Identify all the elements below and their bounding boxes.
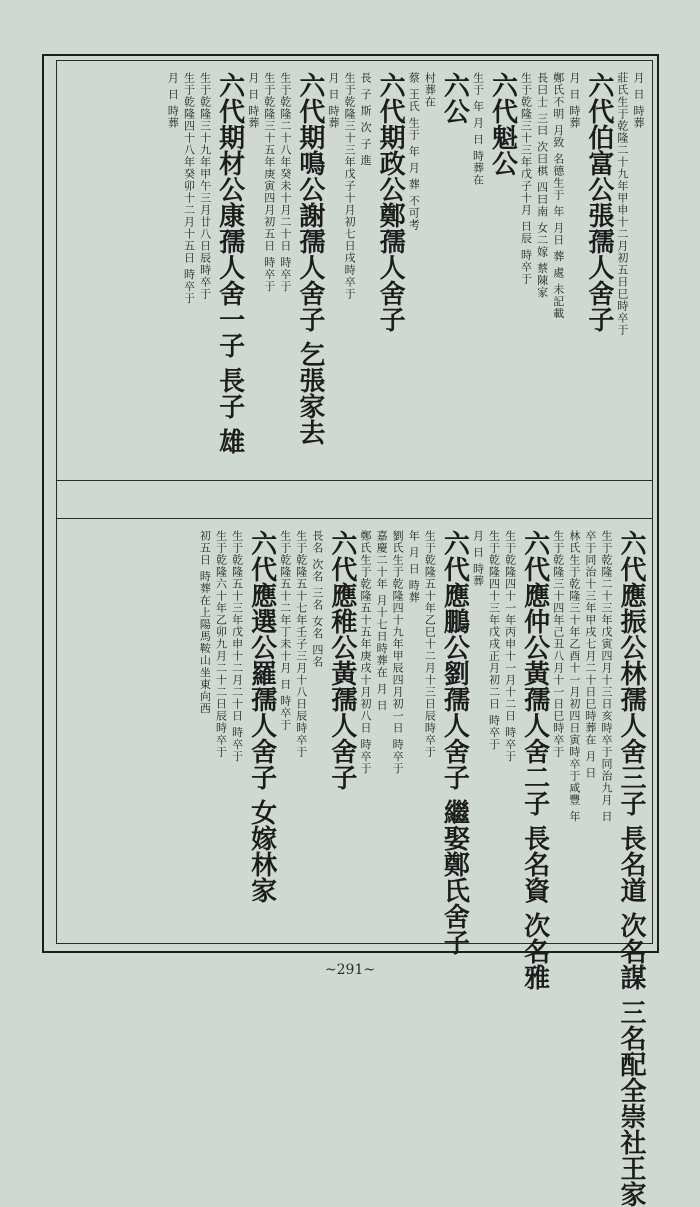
generation-heading: 六代期材公康孺人舍一子 長子 雄 bbox=[214, 72, 245, 455]
generation-heading: 六代魁公 bbox=[487, 72, 518, 176]
record-line: 劉氏生于乾隆四十九年甲辰四月初一日 時卒于 bbox=[391, 530, 405, 775]
record-line: 生于乾隆五十年乙巳十二月十三日辰時卒于 bbox=[423, 530, 437, 758]
record-line: 生于乾隆五十七年壬子三月十八日辰時卒于 bbox=[294, 530, 308, 758]
section-divider-top bbox=[56, 480, 653, 481]
record-line: 生于乾隆三十五年庚寅四月初五日 時卒于 bbox=[262, 72, 276, 293]
record-line: 月 日 時葬 bbox=[567, 72, 581, 129]
record-line: 生于乾隆五十二年丁未十月 日 時卒于 bbox=[278, 530, 292, 731]
record-line: 生于乾隆二十三年戊寅四月十三日亥時卒于同治九月 日 bbox=[600, 530, 613, 823]
record-line: 長名 次名 三名 女名 四名 bbox=[310, 530, 324, 668]
record-line: 生于乾隆四十三年戊戌正月初二日 時卒于 bbox=[487, 530, 501, 751]
record-line: 年 月 日 時葬 bbox=[407, 530, 421, 604]
generation-heading: 六代應選公羅孺人舍子 女嫁林家 bbox=[246, 530, 277, 904]
record-line: 鄭氏不明 月致 名德生于 年 月日 葬 處 未記載 bbox=[551, 72, 565, 320]
record-line: 月 日 時葬 bbox=[326, 72, 340, 129]
generation-heading: 六公 bbox=[439, 72, 470, 124]
record-line: 村葬在 bbox=[423, 72, 437, 108]
generation-heading: 六代應稚公黃孺人舍子 bbox=[326, 530, 357, 790]
record-line: 月 日 時葬 bbox=[632, 72, 645, 129]
record-line: 生于乾隆三十三年戊子十月 日辰 時卒于 bbox=[519, 72, 533, 285]
generation-heading: 六代期政公鄭孺人舍子 bbox=[375, 72, 406, 332]
record-line: 生于乾隆三十三年戊子十月初七日戌時卒于 bbox=[343, 72, 357, 300]
record-line: 生于 年 月 日 時葬在 bbox=[471, 72, 485, 186]
record-line: 嘉慶二十年 月十七日時葬在 月 日 bbox=[375, 530, 389, 712]
generation-heading: 六代應仲公黃孺人舍二子 長名資 次名雅 bbox=[519, 530, 550, 991]
record-line: 生于乾隆四十八年癸卯十二月十五日 時卒于 bbox=[182, 72, 196, 305]
record-line: 生于乾隆六十年乙卯九月二十二日辰時卒于 bbox=[214, 530, 228, 758]
generation-heading: 六代期鳴公謝孺人舍子 乞張家去 bbox=[294, 72, 325, 446]
record-line: 月 日 時葬 bbox=[246, 72, 260, 129]
record-line: 生于乾隆三十九年甲午三月廿八日辰時卒于 bbox=[198, 72, 212, 300]
record-line: 生于乾隆二十八年癸未十月二十日 時卒于 bbox=[278, 72, 292, 293]
section-divider-bottom bbox=[56, 518, 653, 519]
generation-heading: 六代應鵬公劉孺人舍子 繼娶鄭氏舍子 bbox=[439, 530, 470, 956]
record-line: 鄭氏生于乾隆五十五年庚戌十月初八日 時卒于 bbox=[358, 530, 372, 775]
generation-heading: 六代伯富公張孺人舍子 bbox=[583, 72, 614, 332]
record-line: 生于乾隆五十三年戊申十二月二十日 時卒于 bbox=[230, 530, 244, 763]
record-line: 卒于同治十三年甲戌七月二十日巳時葬在 月 日 bbox=[583, 530, 597, 779]
record-line: 長 子 斯 次 子 進 bbox=[359, 72, 373, 167]
record-line: 莊氏生于乾隆二十九年甲申十二月初五日巳時卒于 bbox=[615, 72, 629, 336]
record-line: 月 日 時葬 bbox=[471, 530, 485, 587]
record-line: 生于乾隆三十四年己丑八月十一日巳時卒于 bbox=[551, 530, 565, 758]
record-line: 蔡 王氏 生于 年 月 葬 不可考 bbox=[407, 72, 421, 231]
record-line: 長曰士 三曰 次曰棋 四曰南 女二嫁 蔡陳家 bbox=[535, 72, 549, 299]
page-number: ~291~ bbox=[324, 962, 376, 978]
record-line: 月 日 時葬 bbox=[166, 72, 180, 129]
record-line: 初五日 時葬在上陽馬鞍山坐東向西 bbox=[198, 530, 212, 715]
upper-genealogy-section bbox=[60, 72, 648, 472]
record-line: 生于乾隆四十一年丙申十一月十二日 時卒于 bbox=[503, 530, 517, 763]
generation-heading: 六代應振公林孺人舍三子 長名道 次名謀 三名配全崇社王家 bbox=[616, 530, 646, 1207]
record-line: 林氏生于乾隆三十年乙酉十一月初四日寅時卒于咸豐 年 bbox=[567, 530, 581, 823]
upper-columns bbox=[60, 72, 648, 472]
